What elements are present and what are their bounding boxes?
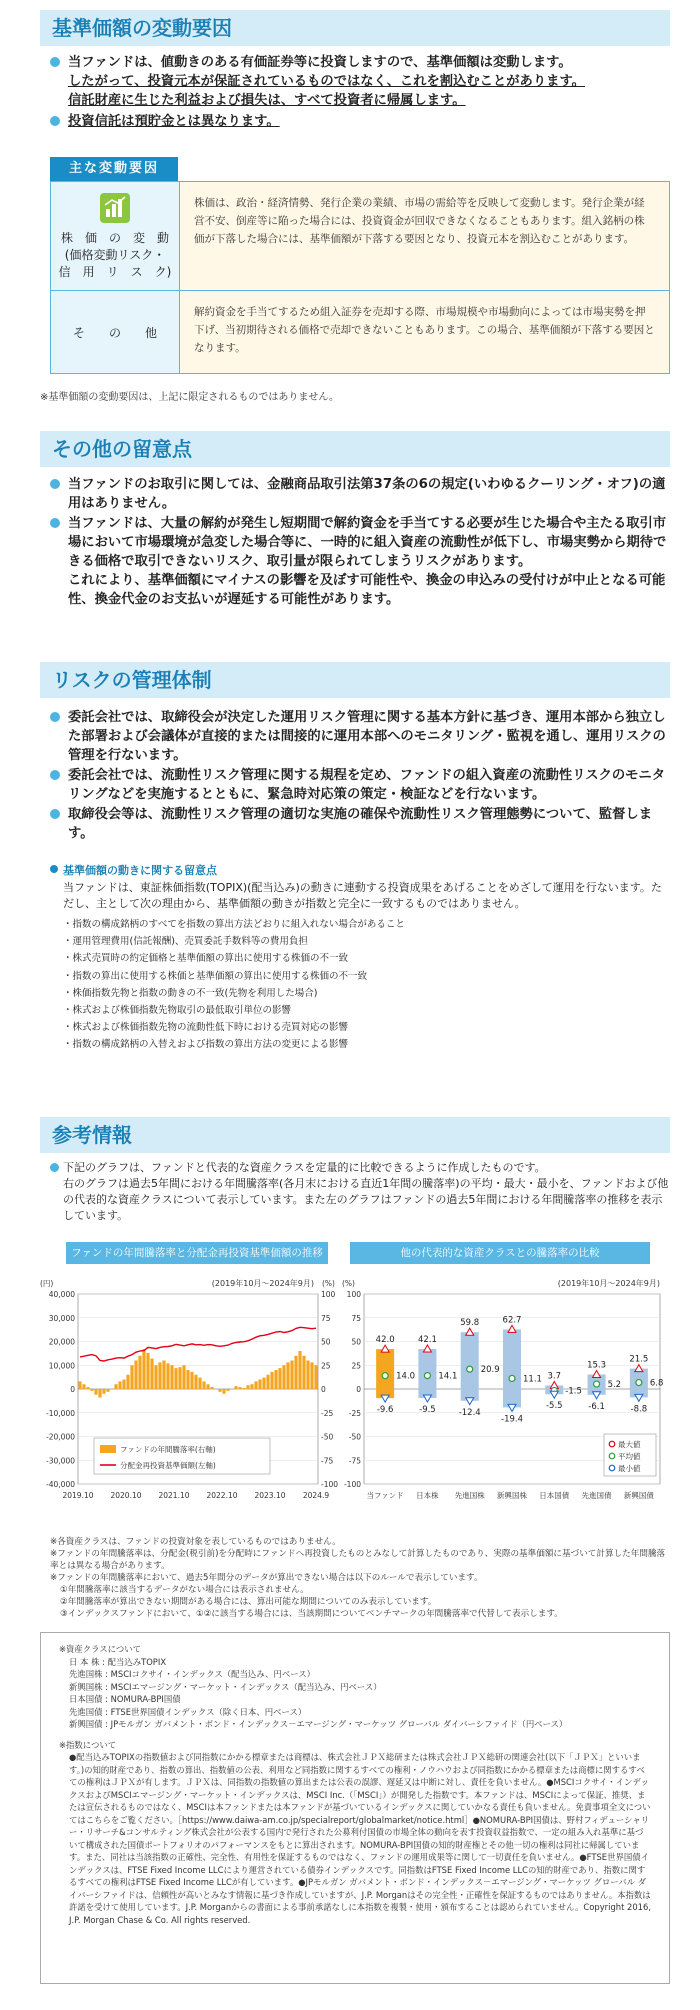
return-bar: [226, 1389, 229, 1391]
return-bar: [166, 1363, 169, 1389]
y-tick-label: -40,000: [46, 1480, 75, 1489]
return-bar: [98, 1389, 101, 1398]
return-bar: [246, 1385, 249, 1389]
list-item: ・運用管理費用(信託報酬)、売買委託手数料等の費用負担: [63, 936, 308, 948]
return-bar: [134, 1361, 137, 1390]
list-item: 新興国債 : JPモルガン ガバメント・ボンド・インデックス－エマージング・マーケッツ グローバル ダイバーシファイド（円ベース）: [69, 1719, 568, 1729]
return-bar: [142, 1349, 145, 1389]
return-bar: [186, 1370, 189, 1389]
category-label: 新興国株: [497, 1491, 527, 1500]
list-item: 日本国債 : NOMURA-BPI国債: [69, 1694, 181, 1704]
return-bar: [114, 1384, 117, 1389]
return-bar: [174, 1368, 177, 1389]
return-bar: [182, 1365, 185, 1389]
chart-hand-icon: [100, 193, 130, 223]
return-bar: [178, 1367, 181, 1389]
y-tick-label: 40,000: [48, 1290, 75, 1299]
return-bar: [206, 1384, 209, 1389]
avg-label: 5.2: [607, 1380, 622, 1391]
return-bar: [118, 1381, 121, 1389]
avg-marker: [467, 1366, 473, 1372]
y-tick-label: 50: [351, 1337, 361, 1347]
legend-line-label: 分配金再投資基準価額(左軸): [120, 1461, 216, 1470]
section-title-risk: リスクの管理体制: [40, 662, 670, 698]
return-bar: [278, 1368, 281, 1389]
return-bar: [302, 1356, 305, 1389]
right-axis-unit: (%): [322, 1279, 335, 1288]
return-bar: [138, 1356, 141, 1389]
y-tick-label: 0: [356, 1385, 361, 1394]
left-chart-title: ファンドの年間騰落率と分配金再投資基準価額の推移: [66, 1242, 328, 1264]
category-label: 日本国債: [539, 1491, 570, 1500]
return-bar: [294, 1356, 297, 1389]
index-note-list: [50, 916, 670, 1054]
return-bar: [314, 1365, 317, 1389]
y-tick-label: 25: [351, 1361, 361, 1371]
y-tick-label: -10,000: [46, 1408, 75, 1418]
ref-notes: [50, 1536, 670, 1620]
note-line: ※各資産クラスは、ファンドの投資対象を表しているものではありません。: [50, 1537, 341, 1547]
factor-table-header: 主な変動要因: [50, 157, 178, 181]
range-bar: [503, 1329, 521, 1407]
return-bar: [194, 1375, 197, 1389]
avg-marker: [509, 1375, 515, 1381]
return-bar: [298, 1351, 301, 1389]
legend-marker: [609, 1441, 615, 1447]
max-label: 21.5: [629, 1354, 649, 1365]
x-tick-label: 2024.9: [302, 1491, 330, 1500]
list-item: 先進国株 : MSCIコクサイ・インデックス（配当込み、円ベース）: [69, 1669, 315, 1679]
risk-bullets: [50, 708, 670, 844]
max-label: 42.0: [375, 1335, 395, 1346]
axis-unit: (%): [342, 1279, 355, 1288]
list-item: 先進国債 : FTSE世界国債インデックス（除く日本、円ベース）: [69, 1706, 307, 1717]
list-item: ・株式売買時の約定価格と基準価額の算出に使用する株価の不一致: [63, 953, 349, 965]
left-axis-unit: (円): [40, 1279, 54, 1288]
ref-intro-line: 下記のグラフは、ファンドと代表的な資産クラスを定量的に比較できるように作成したものです。: [50, 1160, 670, 1176]
legend-label: 最小値: [618, 1464, 641, 1473]
y-tick-label: -30,000: [46, 1456, 75, 1466]
section-title-other: その他の留意点: [40, 431, 670, 467]
right-chart: [340, 1266, 670, 1521]
ref-intro: [50, 1160, 670, 1224]
return-bar: [170, 1365, 173, 1389]
return-bar: [282, 1365, 285, 1389]
y2-tick-label: 50: [321, 1337, 331, 1347]
avg-marker: [382, 1373, 388, 1379]
return-bar: [106, 1389, 109, 1392]
index-note-title: 基準価額の動きに関する留意点: [63, 864, 217, 877]
y2-tick-label: -25: [321, 1408, 334, 1418]
note-line: ③インデックスファンドにおいて、①②に該当する場合には、当該期間についてベンチマークの年間騰落率で代替して表示します。: [60, 1609, 563, 1619]
max-label: 62.7: [502, 1315, 522, 1326]
factor-row-other: [51, 290, 669, 373]
bullet-line: 投資信託は預貯金とは異なります。: [68, 114, 280, 129]
index-note: [50, 862, 670, 1054]
ref-intro-line: 右のグラフは過去5年間における年間騰落率(各月末における直近1年間の騰落率)の平均・最大・最小を、ファンドおよび他の代表的な資産クラスについて表示しています。また左のグラフはファンドの過去5年間における年間騰落率の推移を表示しています。: [63, 1177, 669, 1222]
y2-tick-label: 100: [321, 1290, 336, 1299]
return-bar: [218, 1389, 221, 1392]
avg-marker: [424, 1373, 430, 1379]
return-bar: [126, 1375, 129, 1389]
return-bar: [90, 1389, 93, 1391]
bullet-text: これにより、基準価額にマイナスの影響を及ぼす可能性や、換金の申込みの受付けが中止となる可能性、換金代金のお支払いが遅延する可能性があります。: [68, 573, 666, 607]
bullet-line: 当ファンドは、値動きのある有価証券等に投資しますので、基準価額は変動します。: [68, 55, 572, 70]
index-note-title-row: [50, 862, 670, 878]
return-bar: [258, 1380, 261, 1390]
list-item: ・指数の構成銘柄のすべてを指数の算出方法どおりに組入れない場合があること: [63, 919, 405, 930]
category-label: 日本株: [416, 1491, 439, 1500]
x-tick-label: 2022.10: [206, 1491, 238, 1500]
return-bar: [154, 1365, 157, 1389]
y-tick-label: 30,000: [48, 1313, 75, 1323]
factor-name-line: 信 用 リ ス ク): [58, 264, 172, 279]
bullet-dot-icon: [50, 1163, 59, 1172]
bullet-text: 取締役会等は、流動性リスク管理の適切な実施の確保や流動性リスク管理態勢について、監督します。: [68, 807, 652, 841]
bullet-text: 委託会社では、流動性リスク管理に関する規程を定め、ファンドの組入資産の流動性リスクのモニタリングなどを実施するとともに、緊急時対応策の策定・検証などを行ないます。: [68, 768, 666, 802]
return-bar: [78, 1381, 81, 1389]
bullet-text: 当ファンドは、大量の解約が発生し短期間で解約資金を手当てする必要が生じた場合や主たる取引市場において市場環境が急変した場合等に、一時的に組入資産の流動性が低下し、市場実勢から期待できる価格で取引できないリスク、取引量が限られてしまうリスクがあります。: [68, 516, 667, 569]
legend-bar-swatch: [100, 1445, 116, 1453]
factor-description: 解約資金を手当てするため組入証券を売却する際、市場規模や市場動向によっては市場実勢を押下げ、当初期待される価格で売却できないこともあります。この場合、基準価額が下落する要因となります。: [180, 291, 669, 373]
legend-label: 最大値: [618, 1440, 641, 1449]
max-label: 3.7: [547, 1371, 562, 1382]
category-label: 新興国債: [623, 1491, 654, 1500]
avg-label: 20.9: [480, 1365, 500, 1376]
bullet-item: [50, 112, 670, 131]
bullet-line: 信託財産に生じた利益および損失は、すべて投資者に帰属します。: [68, 93, 466, 108]
list-item: 日 本 株 : 配当込みTOPIX: [69, 1656, 167, 1667]
y2-tick-label: 0: [321, 1385, 326, 1394]
return-bar: [286, 1362, 289, 1389]
factor-name-line: (価格変動リスク・: [64, 247, 166, 262]
max-label: 15.3: [587, 1360, 607, 1371]
left-chart: [40, 1266, 350, 1521]
ref-box-heading: ※指数について: [59, 1739, 117, 1750]
x-tick-label: 2019.10: [62, 1491, 94, 1500]
category-label: 先進国債: [581, 1491, 612, 1500]
y-tick-label: -100: [343, 1480, 361, 1489]
y-tick-label: 100: [346, 1290, 361, 1299]
y2-tick-label: -100: [321, 1480, 339, 1489]
bullet-line: したがって、投資元本が保証されているものではなく、これを割込むことがあります。: [68, 74, 585, 89]
return-bar: [94, 1389, 97, 1395]
right-chart-title: 他の代表的な資産クラスとの騰落率の比較: [350, 1242, 650, 1264]
y-tick-label: 20,000: [48, 1337, 75, 1347]
factor-description: 株価は、政治・経済情勢、発行企業の業績、市場の需給等を反映して変動します。発行企業が経営不安、倒産等に陥った場合には、投資資金が回収できなくなることもあります。組入銘柄の株価が下落した場合には、基準価額が下落する要因となり、投資元本を割込むことがあります。: [180, 182, 669, 290]
factor-table: [50, 181, 670, 374]
legend-bar-label: ファンドの年間騰落率(右軸): [120, 1445, 216, 1454]
return-bar: [190, 1372, 193, 1389]
x-tick-label: 2023.10: [254, 1491, 286, 1500]
avg-label: 11.1: [523, 1374, 542, 1385]
return-bar: [310, 1362, 313, 1389]
y-tick-label: 10,000: [48, 1361, 75, 1371]
return-bar: [102, 1389, 105, 1394]
x-tick-label: 2021.10: [158, 1491, 190, 1500]
note-line: ※ファンドの年間騰落率は、分配金(税引前)を分配時にファンドへ再投資したものとみなして計算したものであり、実際の基準価額に基づいて計算した年間騰落率とは異なる場合があります。: [50, 1549, 666, 1571]
return-bar: [122, 1380, 125, 1390]
factor-row-stock: [51, 182, 669, 290]
bullet-text: 委託会社では、取締役会が決定した運用リスク管理に関する基本方針に基づき、運用本部から独立した部署および会議体が直接的または間接的に運用本部へのモニタリング・監視を通し、運用リスクの管理を行ないます。: [68, 710, 666, 763]
return-bar: [86, 1387, 89, 1389]
note-line: ※ファンドの年間騰落率において、過去5年間分のデータが算出できない場合は以下のルールで表示しています。: [50, 1573, 483, 1583]
return-bar: [202, 1381, 205, 1389]
legend-marker: [609, 1453, 615, 1459]
bullet-item: [50, 53, 670, 110]
return-bar: [266, 1375, 269, 1389]
return-bar: [238, 1387, 241, 1389]
factor-name-line: そ の 他: [72, 325, 157, 340]
list-item: 新興国株 : MSCIエマージング・マーケット・インデックス（配当込み、円ベース）: [69, 1681, 382, 1692]
avg-label: 6.8: [649, 1378, 664, 1389]
min-label: -12.4: [458, 1407, 481, 1418]
return-bar: [82, 1384, 85, 1389]
y-tick-label: -50: [348, 1432, 361, 1442]
chart-subtitle: (2019年10月〜2024年9月): [557, 1279, 660, 1288]
y-tick-label: -20,000: [46, 1432, 75, 1442]
avg-marker: [594, 1381, 600, 1387]
bullet-text: 当ファンドのお取引に関しては、金融商品取引法第37条の6の規定(いわゆるクーリング・オフ)の適用はありません。: [68, 477, 666, 511]
return-bar: [250, 1384, 253, 1389]
max-label: 42.1: [417, 1335, 437, 1346]
min-label: -9.6: [376, 1405, 394, 1416]
min-label: -5.5: [545, 1401, 563, 1412]
return-bar: [158, 1362, 161, 1389]
asset-class-list: [59, 1656, 651, 1731]
bullet-item: [50, 766, 670, 804]
min-label: -9.5: [419, 1405, 436, 1416]
y-tick-label: 0: [70, 1385, 75, 1394]
avg-label: 14.1: [438, 1371, 458, 1382]
return-bar: [222, 1389, 225, 1394]
reference-box: [40, 1632, 670, 1984]
return-bar: [254, 1381, 257, 1389]
x-tick-label: 2020.10: [110, 1491, 142, 1500]
list-item: ・指数の構成銘柄の入替えおよび指数の算出方法の変更による影響: [63, 1039, 349, 1051]
min-label: -19.4: [501, 1414, 523, 1425]
index-note-body: 当ファンドは、東証株価指数(TOPIX)(配当込み)の動きに連動する投資成果をあげることをめざして運用を行ないます。ただし、主として次の理由から、基準価額の動きが指数と完全に一致するものではありません。: [63, 881, 662, 910]
note-line: ①年間騰落率に該当するデータがない場合には表示されません。: [60, 1585, 309, 1595]
y-tick-label: -25: [348, 1408, 361, 1418]
y2-tick-label: 75: [321, 1313, 331, 1323]
factor-name-cell: [51, 291, 180, 373]
y2-tick-label: -50: [321, 1432, 334, 1442]
factor-name-cell: [51, 182, 180, 290]
return-bar: [242, 1388, 245, 1389]
bullet-item: [50, 514, 670, 609]
y-tick-label: 75: [351, 1313, 361, 1323]
max-label: 59.8: [460, 1318, 480, 1329]
list-item: ・指数の算出に使用する株価と基準価額の算出に使用する株価の不一致: [63, 970, 368, 982]
return-bar: [198, 1378, 201, 1389]
return-bar: [290, 1361, 293, 1390]
return-bar: [262, 1378, 265, 1389]
avg-marker: [636, 1380, 642, 1386]
return-bar: [270, 1372, 273, 1389]
return-bar: [130, 1365, 133, 1389]
bullet-item: [50, 475, 670, 513]
bullet-item: [50, 708, 670, 765]
other-bullets: [50, 475, 670, 610]
note-line: ②年間騰落率が算出できない期間がある場合には、算出可能な期間についてのみ表示しています。: [60, 1597, 437, 1607]
chart-subtitle: (2019年10月〜2024年9月): [211, 1279, 314, 1288]
list-item: ・株価指数先物と指数の動きの不一致(先物を利用した場合): [63, 987, 318, 999]
min-label: -8.8: [630, 1404, 648, 1415]
min-label: -6.1: [588, 1401, 605, 1412]
index-disclaimer: ●配当込みTOPIXの指数値および同指数にかかる標章または商標は、株式会社ＪＰＸ総研または株式会社ＪＰＸ総研の関連会社(以下「ＪＰＸ」といいます。)の知的財産であり、指数の算出、指数値の公表、利用など同指数に関するすべての権利・ノウハウおよび同指数にかかる標章または商標に関するすべての権利はＪＰＸが有します。ＪＰＸは、同指数の指数値の算出または公表の誤謬、遅延又は中断に対し、責任を負いません。●MSCIコクサイ・インデックスおよびMSCIエマージング・マーケット・インデックスは、MSCI Inc.（「MSCI」）が開発した指数です。本ファンドは、MSCIによって保証、推奨、または宣伝されるものではなく、MSCIは本ファンドまたは本ファンドが基づいているインデックスに関していかなる責任も負いません。免責事項全文についてはこちらをご覧ください。［https://www.daiwa-am.co.jp/specialreport/globalmarket/notice.html］●NOMURA-BPI国債は、野村フィデューシャリー・リサーチ&コンサルティング株式会社が公表する国内で発行された公募利付国債の市場全体の動向を表す投資収益指数で、一定の組み入れ基準に基づいて構成された国債ポートフォリオのパフォーマンスをもとに算出されます。NOMURA-BPI国債の知的財産権とその他一切の権利は同社に帰属しています。また、同社は当該指数の正確性、完全性、有用性を保証するものではなく、ファンドの運用成果等に関して一切責任を負いません。●FTSE世界国債インデックスは、FTSE Fixed Income LLCにより運営されている債券インデックスです。同指数はFTSE Fixed Income LLCの知的財産であり、指数に関するすべての権利はFTSE Fixed Income LLCが有しています。●JPモルガン ガバメント・ボンド・インデックス－エマージング・マーケッツ グローバル ダイバーシファイドは、信頼性が高いとみなす情報に基づき作成していますが、J.P. Morganはその完全性・正確性を保証するものではありません。本指数は許諾を受けて使用しています。J.P. Morganからの書面による事前承諾なしに本指数を複製・使用・頒布することは認められていません。Copyright 2016, J.P. Morgan Chase & Co. All rights reserved.: [69, 1752, 651, 1925]
bullet-dot-icon: [50, 865, 58, 873]
section-title-ref: 参考情報: [40, 1117, 670, 1153]
return-bar: [274, 1370, 277, 1389]
category-label: 先進国株: [454, 1491, 485, 1500]
legend-marker: [609, 1465, 615, 1471]
list-item: ・株式および株価指数先物の流動性低下時における売買対応の影響: [63, 1022, 349, 1034]
return-bar: [234, 1386, 237, 1389]
y2-tick-label: 25: [321, 1361, 331, 1371]
factors-bullets: [50, 53, 670, 132]
y-tick-label: -75: [348, 1456, 361, 1466]
return-bar: [210, 1387, 213, 1389]
legend-label: 平均値: [618, 1452, 641, 1461]
return-bar: [306, 1361, 309, 1390]
bullet-item: [50, 805, 670, 843]
avg-label: 14.0: [396, 1371, 416, 1382]
return-bar: [162, 1361, 165, 1390]
category-label: 当ファンド: [366, 1491, 404, 1500]
ref-box-heading: ※資産クラスについて: [59, 1644, 141, 1654]
avg-label: -1.5: [565, 1386, 582, 1397]
y2-tick-label: -75: [321, 1456, 334, 1466]
return-bar: [150, 1359, 153, 1389]
factors-footnote: ※基準価額の変動要因は、上記に限定されるものではありません。: [40, 392, 339, 403]
section-title-factors: 基準価額の変動要因: [40, 10, 670, 46]
factor-name-line: 株 価 の 変 動: [60, 230, 169, 245]
list-item: ・株式および株価指数先物取引の最低取引単位の影響: [63, 1005, 292, 1017]
return-bar: [146, 1353, 149, 1389]
